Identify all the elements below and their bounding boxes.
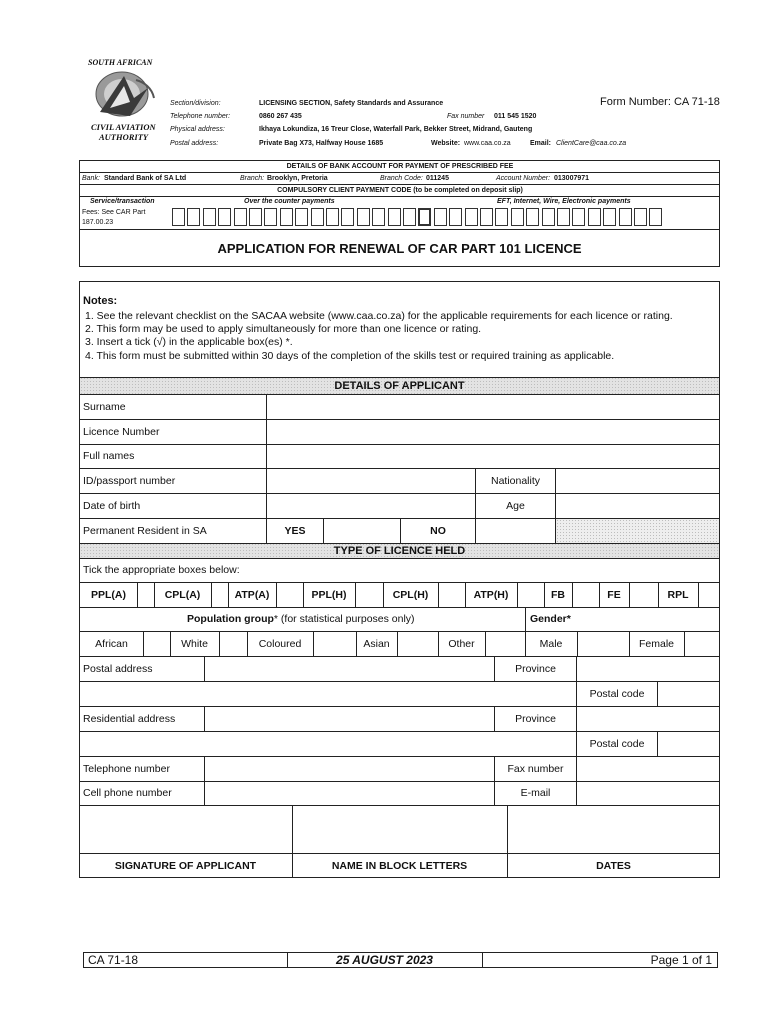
postal-address-field-label: Postal address: [83, 662, 153, 675]
payment-code-box[interactable]: [295, 208, 308, 226]
id-passport-field[interactable]: [267, 469, 474, 493]
postal-code-field-1[interactable]: [658, 682, 719, 706]
gender-label: Gender*: [530, 613, 571, 625]
licence-type-label: PPL(H): [311, 589, 347, 601]
province-label-1: Province: [515, 662, 556, 675]
bank-value: Standard Bank of SA Ltd: [104, 175, 187, 182]
province-label-2: Province: [515, 712, 556, 725]
logo-bottom-text-2: AUTHORITY: [99, 132, 149, 142]
form-title: APPLICATION FOR RENEWAL OF CAR PART 101 LICENCE: [217, 241, 582, 256]
full-names-field[interactable]: [267, 445, 719, 468]
bank-title: DETAILS OF BANK ACCOUNT FOR PAYMENT OF PRESCRIBED FEE: [286, 163, 514, 170]
cell-phone-label: Cell phone number: [83, 787, 172, 799]
fees-line-2: 187.00.23: [82, 219, 114, 226]
website-label: Website:: [431, 140, 461, 147]
branch-code-label: Branch Code:: [380, 175, 423, 182]
eft-label: EFT, Internet, Wire, Electronic payments: [497, 198, 631, 205]
email-field[interactable]: [577, 782, 719, 805]
licence-type-label: PPL(A): [91, 589, 126, 601]
licence-type-label: CPL(H): [392, 589, 429, 601]
signature-label: SIGNATURE OF APPLICANT: [114, 859, 257, 872]
population-option-label: Male: [539, 638, 563, 650]
fax-value: 011 545 1520: [494, 113, 537, 120]
nationality-label: Nationality: [490, 474, 541, 487]
shaded-cell: [556, 519, 719, 543]
compulsory-payment-code: COMPULSORY CLIENT PAYMENT CODE (to be completed on deposit slip): [277, 187, 523, 194]
population-checkbox[interactable]: [684, 632, 719, 656]
branch-code-value: 011245: [426, 175, 449, 182]
payment-code-box[interactable]: [495, 208, 508, 226]
payment-code-box[interactable]: [187, 208, 200, 226]
population-group-rest: * (for statistical purposes only): [273, 613, 415, 625]
licence-type-checkbox[interactable]: [276, 583, 303, 607]
note-2: 2. This form may be used to apply simultaneously for more than one licence or rating.: [85, 323, 482, 335]
payment-code-box[interactable]: [388, 208, 401, 226]
payment-code-box[interactable]: [203, 208, 216, 226]
postal-address-field[interactable]: [205, 657, 494, 681]
payment-code-box[interactable]: [341, 208, 354, 226]
licence-heading: TYPE OF LICENCE HELD: [333, 544, 466, 557]
section-value: LICENSING SECTION, Safety Standards and Assurance: [259, 100, 444, 107]
nationality-field[interactable]: [556, 469, 719, 493]
payment-code-box[interactable]: [418, 208, 431, 226]
licence-type-checkbox[interactable]: [698, 583, 719, 607]
branch-value: Brooklyn, Pretoria: [267, 175, 328, 182]
licence-type-label: RPL: [667, 589, 689, 601]
no-checkbox[interactable]: [476, 519, 555, 543]
payment-code-box[interactable]: [311, 208, 324, 226]
province-field-2[interactable]: [577, 707, 719, 731]
payment-code-box[interactable]: [264, 208, 277, 226]
dates-field[interactable]: [508, 806, 719, 853]
payment-code-box[interactable]: [403, 208, 416, 226]
logo-bottom-text-1: CIVIL AVIATION: [91, 122, 156, 132]
telephone-field-label: Telephone number: [83, 762, 170, 775]
payment-code-box[interactable]: [234, 208, 247, 226]
payment-code-box[interactable]: [511, 208, 524, 226]
surname-label: Surname: [83, 400, 126, 413]
yes-label: YES: [284, 524, 306, 537]
licence-type-label: FB: [551, 589, 565, 601]
no-label: NO: [430, 524, 446, 537]
telephone-field[interactable]: [205, 757, 494, 781]
permanent-resident-label: Permanent Resident in SA: [83, 524, 207, 537]
population-checkbox[interactable]: [397, 632, 438, 656]
payment-code-box[interactable]: [172, 208, 185, 226]
licence-type-label: ATP(A): [234, 589, 270, 601]
bank-label: Bank:: [82, 175, 100, 182]
population-option-label: Asian: [363, 638, 390, 650]
block-letters-field[interactable]: [293, 806, 507, 853]
postal-address-label: Postal address:: [170, 140, 219, 147]
payment-code-box[interactable]: [649, 208, 662, 226]
dob-field[interactable]: [267, 494, 474, 518]
population-option-label: Coloured: [258, 638, 302, 650]
footer-page: Page 1 of 1: [650, 953, 712, 967]
licence-type-checkbox[interactable]: [629, 583, 658, 607]
payment-code-box[interactable]: [603, 208, 616, 226]
payment-code-box[interactable]: [557, 208, 570, 226]
payment-code-box[interactable]: [249, 208, 262, 226]
payment-code-box[interactable]: [619, 208, 632, 226]
payment-code-box[interactable]: [434, 208, 447, 226]
website-value[interactable]: www.caa.co.za: [464, 140, 511, 147]
licence-number-label: Licence Number: [83, 425, 160, 438]
population-checkbox[interactable]: [313, 632, 356, 656]
yes-checkbox[interactable]: [324, 519, 400, 543]
payment-code-box[interactable]: [218, 208, 231, 226]
payment-code-box[interactable]: [280, 208, 293, 226]
population-checkbox[interactable]: [485, 632, 525, 656]
payment-code-box[interactable]: [588, 208, 601, 226]
payment-code-box[interactable]: [465, 208, 478, 226]
licence-type-checkbox[interactable]: [572, 583, 599, 607]
payment-code-box[interactable]: [449, 208, 462, 226]
population-group-label: [187, 607, 415, 631]
population-checkbox[interactable]: [577, 632, 629, 656]
payment-code-box[interactable]: [542, 208, 555, 226]
signature-field[interactable]: [80, 806, 292, 853]
id-passport-label: ID/passport number: [83, 474, 176, 487]
postal-address-line-2[interactable]: [80, 682, 576, 706]
fax-label: Fax number: [447, 113, 485, 120]
telephone-label: Telephone number:: [170, 113, 231, 120]
form-number: Form Number: CA 71-18: [600, 96, 720, 108]
note-3: 3. Insert a tick (√) in the applicable box(es) *.: [85, 336, 293, 348]
account-value: 013007971: [554, 175, 590, 182]
payment-code-box[interactable]: [634, 208, 647, 226]
payment-code-box[interactable]: [372, 208, 385, 226]
block-letters-label: NAME IN BLOCK LETTERS: [331, 859, 468, 872]
province-field-1[interactable]: [577, 657, 719, 681]
postal-code-label-2: Postal code: [589, 737, 645, 750]
dates-label: DATES: [596, 859, 631, 872]
residential-address-field[interactable]: [205, 707, 494, 731]
footer-form-number: CA 71-18: [88, 953, 139, 967]
population-option-label: White: [181, 638, 208, 650]
postal-code-label-1: Postal code: [589, 687, 645, 700]
full-names-label: Full names: [83, 450, 135, 462]
notes-heading: Notes:: [83, 295, 118, 307]
residential-address-line-2[interactable]: [80, 732, 576, 756]
tick-instruction: Tick the appropriate boxes below:: [83, 564, 240, 576]
residential-address-label: Residential address: [83, 712, 176, 725]
details-heading: DETAILS OF APPLICANT: [334, 379, 465, 392]
age-field[interactable]: [556, 494, 719, 518]
licence-type-checkbox[interactable]: [211, 583, 228, 607]
note-4: 4. This form must be submitted within 30 days of the completion of the skills test or required training as applicable.: [85, 350, 615, 362]
age-label: Age: [506, 499, 525, 512]
fees-line-1: Fees: See CAR Part: [82, 209, 146, 216]
licence-type-label: CPL(A): [164, 589, 201, 601]
service-label: Service/transaction: [90, 198, 155, 205]
telephone-value: 0860 267 435: [259, 113, 302, 120]
licence-type-checkbox[interactable]: [438, 583, 465, 607]
physical-address-value: Ikhaya Lokundiza, 16 Treur Close, Waterfall Park, Bekker Street, Midrand, Gauteng: [259, 126, 533, 133]
email-label: Email:: [530, 140, 552, 147]
payment-code-box[interactable]: [480, 208, 493, 226]
branch-label: Branch:: [240, 175, 265, 182]
population-checkbox[interactable]: [219, 632, 247, 656]
population-group-bold: Population group: [187, 613, 274, 625]
licence-type-label: FE: [607, 589, 621, 601]
licence-type-label: ATP(H): [473, 589, 509, 601]
cell-phone-field[interactable]: [205, 782, 494, 805]
payment-code-box[interactable]: [326, 208, 339, 226]
population-option-label: African: [95, 638, 128, 650]
logo-top-text: SOUTH AFRICAN: [88, 58, 153, 67]
email-value[interactable]: ClientCare@caa.co.za: [556, 140, 627, 147]
note-1: 1. See the relevant checklist on the SACAA website (www.caa.co.za) for the applicable requirements for each licence or rating.: [85, 310, 673, 322]
aviation-emblem-icon: [90, 68, 162, 124]
licence-type-checkbox[interactable]: [355, 583, 383, 607]
section-label: Section/division:: [170, 100, 221, 107]
population-checkbox[interactable]: [143, 632, 170, 656]
footer-date: 25 AUGUST 2023: [336, 953, 433, 967]
email-field-label: E-mail: [520, 787, 551, 799]
dob-label: Date of birth: [83, 499, 141, 512]
counter-label: Over the counter payments: [244, 198, 335, 205]
fax-field[interactable]: [577, 757, 719, 781]
postal-code-field-2[interactable]: [658, 732, 719, 756]
account-label: Account Number:: [496, 175, 551, 182]
payment-code-box[interactable]: [357, 208, 370, 226]
physical-address-label: Physical address:: [170, 126, 225, 133]
postal-address-value: Private Bag X73, Halfway House 1685: [259, 140, 384, 147]
licence-type-checkbox[interactable]: [137, 583, 154, 607]
population-option-label: Female: [638, 638, 674, 650]
licence-type-checkbox[interactable]: [517, 583, 544, 607]
payment-code-box[interactable]: [526, 208, 539, 226]
licence-number-field[interactable]: [267, 420, 719, 444]
payment-code-box[interactable]: [572, 208, 585, 226]
fax-field-label: Fax number: [507, 762, 564, 775]
population-option-label: Other: [448, 638, 475, 650]
surname-field[interactable]: [267, 395, 719, 419]
